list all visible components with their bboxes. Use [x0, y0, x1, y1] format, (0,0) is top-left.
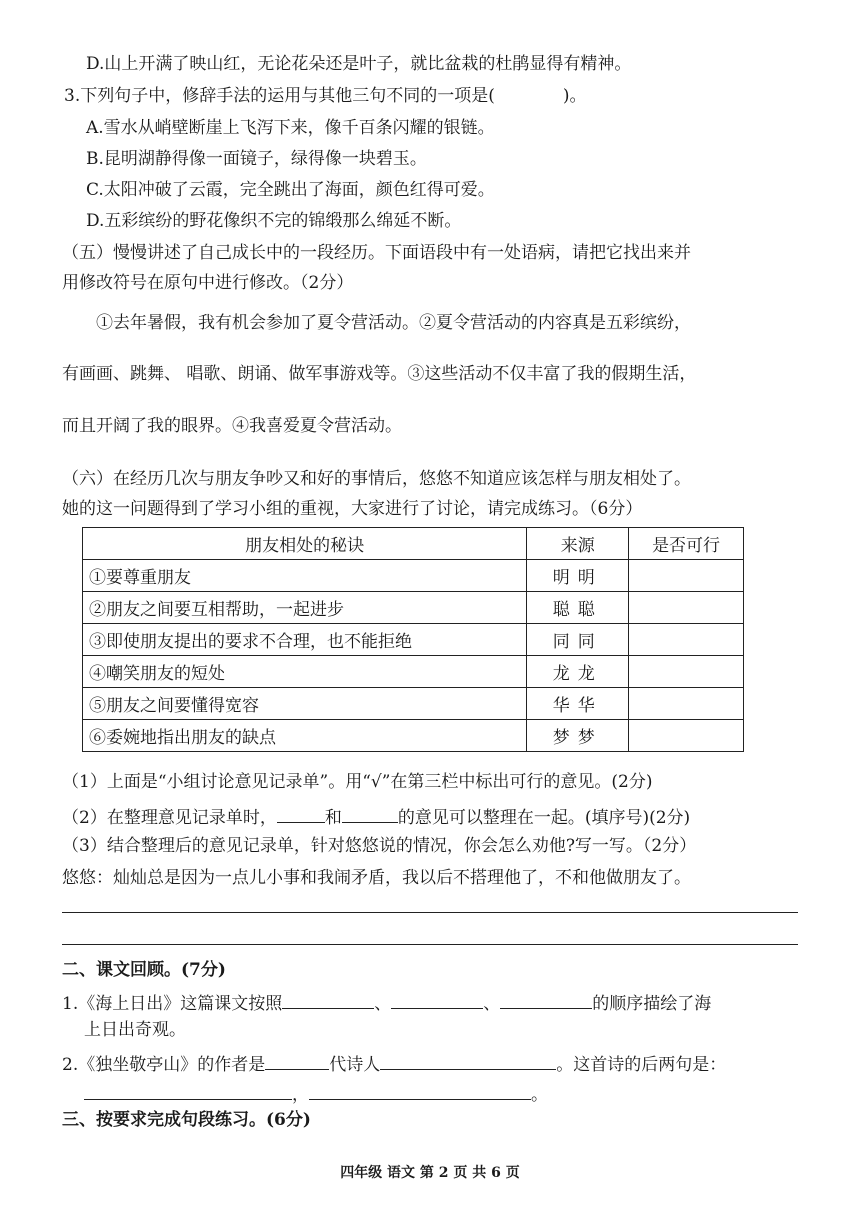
answer-blank[interactable] [282, 992, 374, 1009]
q2-text-a: 2.《独坐敬亭山》的作者是 [62, 1055, 266, 1075]
q2-mid: 和 [324, 808, 342, 828]
q3-stem: 3.下列句子中，修辞手法的运用与其他三句不同的一项是( )。 [64, 86, 587, 106]
answer-blank[interactable] [380, 1053, 556, 1070]
q2-text-c: 。这首诗的后两句是： [556, 1055, 727, 1075]
source-cell: 华华 [527, 688, 629, 720]
feasible-cell[interactable] [629, 592, 744, 624]
tip-cell: ①要尊重朋友 [83, 560, 527, 592]
q3-option-c: C.太阳冲破了云霞，完全跳出了海面，颜色红得可爱。 [86, 180, 495, 200]
feasible-cell[interactable] [629, 720, 744, 752]
table-row [83, 560, 744, 592]
section5-passage-3: 而且开阔了我的眼界。④我喜爱夏令营活动。 [62, 416, 402, 436]
part2-q2 [62, 1053, 726, 1074]
source-cell: 梦梦 [527, 720, 629, 752]
page-footer: 四年级 语文 第 2 页 共 6 页 [340, 1165, 520, 1181]
feasible-cell[interactable] [629, 560, 744, 592]
answer-blank[interactable] [500, 992, 592, 1009]
q1-text-b: 的顺序描绘了海 [592, 994, 712, 1014]
section5-passage-2: 有画画、跳舞、 唱歌、朗诵、做军事游戏等。③这些活动不仅丰富了我的假期生活， [62, 364, 697, 384]
separator: 、 [374, 994, 392, 1014]
answer-blank[interactable] [309, 1083, 531, 1100]
separator: 、 [483, 994, 501, 1014]
section5-instruction-1: （五）慢慢讲述了自己成长中的一段经历。下面语段中有一处语病，请把它找出来并 [62, 243, 691, 263]
table-row [83, 592, 744, 624]
table-row [83, 720, 744, 752]
tip-cell: ⑤朋友之间要懂得宽容 [83, 688, 527, 720]
part2-title: 二、课文回顾。(7分) [62, 960, 226, 980]
section6-q2 [62, 806, 690, 827]
table-row [83, 656, 744, 688]
youyou-quote: 悠悠：灿灿总是因为一点儿小事和我闹矛盾，我以后不搭理他了，不和他做朋友了。 [62, 868, 691, 888]
table-row [83, 624, 744, 656]
answer-line[interactable] [62, 944, 798, 945]
feasible-cell[interactable] [629, 656, 744, 688]
section5-passage-1: ①去年暑假，我有机会参加了夏令营活动。②夏令营活动的内容真是五彩缤纷， [96, 313, 691, 333]
section6-instruction-1: （六）在经历几次与朋友争吵又和好的事情后，悠悠不知道应该怎样与朋友相处了。 [62, 469, 691, 489]
section6-instruction-2: 她的这一问题得到了学习小组的重视，大家进行了讨论，请完成练习。（6分） [62, 499, 643, 519]
section5-instruction-2: 用修改符号在原句中进行修改。（2分） [62, 273, 354, 293]
tip-cell: ④嘲笑朋友的短处 [83, 656, 527, 688]
source-cell: 聪聪 [527, 592, 629, 624]
feasible-cell[interactable] [629, 688, 744, 720]
part2-q1-cont: 上日出奇观。 [84, 1020, 186, 1040]
source-cell: 龙龙 [527, 656, 629, 688]
q3-option-a: A.雪水从峭壁断崖上飞泻下来，像千百条闪耀的银链。 [86, 118, 495, 138]
header-source: 来源 [527, 528, 629, 560]
answer-line[interactable] [62, 912, 798, 913]
part3-title: 三、按要求完成句段练习。(6分) [62, 1110, 311, 1130]
q3-option-b: B.昆明湖静得像一面镜子，绿得像一块碧玉。 [86, 149, 427, 169]
q2-text-b: 代诗人 [329, 1055, 381, 1075]
source-cell: 同同 [527, 624, 629, 656]
answer-blank[interactable] [342, 806, 398, 823]
q2-suffix: 的意见可以整理在一起。(填序号)(2分) [397, 808, 691, 828]
tip-cell: ③即使朋友提出的要求不合理，也不能拒绝 [83, 624, 527, 656]
feasible-cell[interactable] [629, 624, 744, 656]
header-tip: 朋友相处的秘诀 [83, 528, 527, 560]
q1-text-a: 1.《海上日出》这篇课文按照 [62, 994, 283, 1014]
table-row [83, 688, 744, 720]
q2-prefix: （2）在整理意见记录单时， [62, 808, 277, 828]
part2-q2-cont [84, 1083, 548, 1104]
part2-q1 [62, 992, 711, 1013]
friendship-tips-table [82, 527, 744, 752]
header-feasible: 是否可行 [629, 528, 744, 560]
separator: 。 [531, 1085, 548, 1105]
answer-blank[interactable] [277, 806, 325, 823]
tip-cell: ⑥委婉地指出朋友的缺点 [83, 720, 527, 752]
source-cell: 明明 [527, 560, 629, 592]
answer-blank[interactable] [265, 1053, 329, 1070]
section6-q3: （3）结合整理后的意见记录单，针对悠悠说的情况，你会怎么劝他?写一写。（2分） [62, 836, 697, 856]
separator: ， [292, 1085, 309, 1105]
q2-option-d: D.山上开满了映山红，无论花朵还是叶子，就比盆栽的杜鹃显得有精神。 [86, 54, 632, 74]
answer-blank[interactable] [84, 1083, 292, 1100]
answer-blank[interactable] [391, 992, 483, 1009]
table-header-row [83, 528, 744, 560]
tip-cell: ②朋友之间要互相帮助，一起进步 [83, 592, 527, 624]
section6-q1: （1）上面是“小组讨论意见记录单”。用“√”在第三栏中标出可行的意见。(2分) [62, 772, 653, 792]
q3-option-d: D.五彩缤纷的野花像织不完的锦缎那么绵延不断。 [86, 211, 462, 231]
